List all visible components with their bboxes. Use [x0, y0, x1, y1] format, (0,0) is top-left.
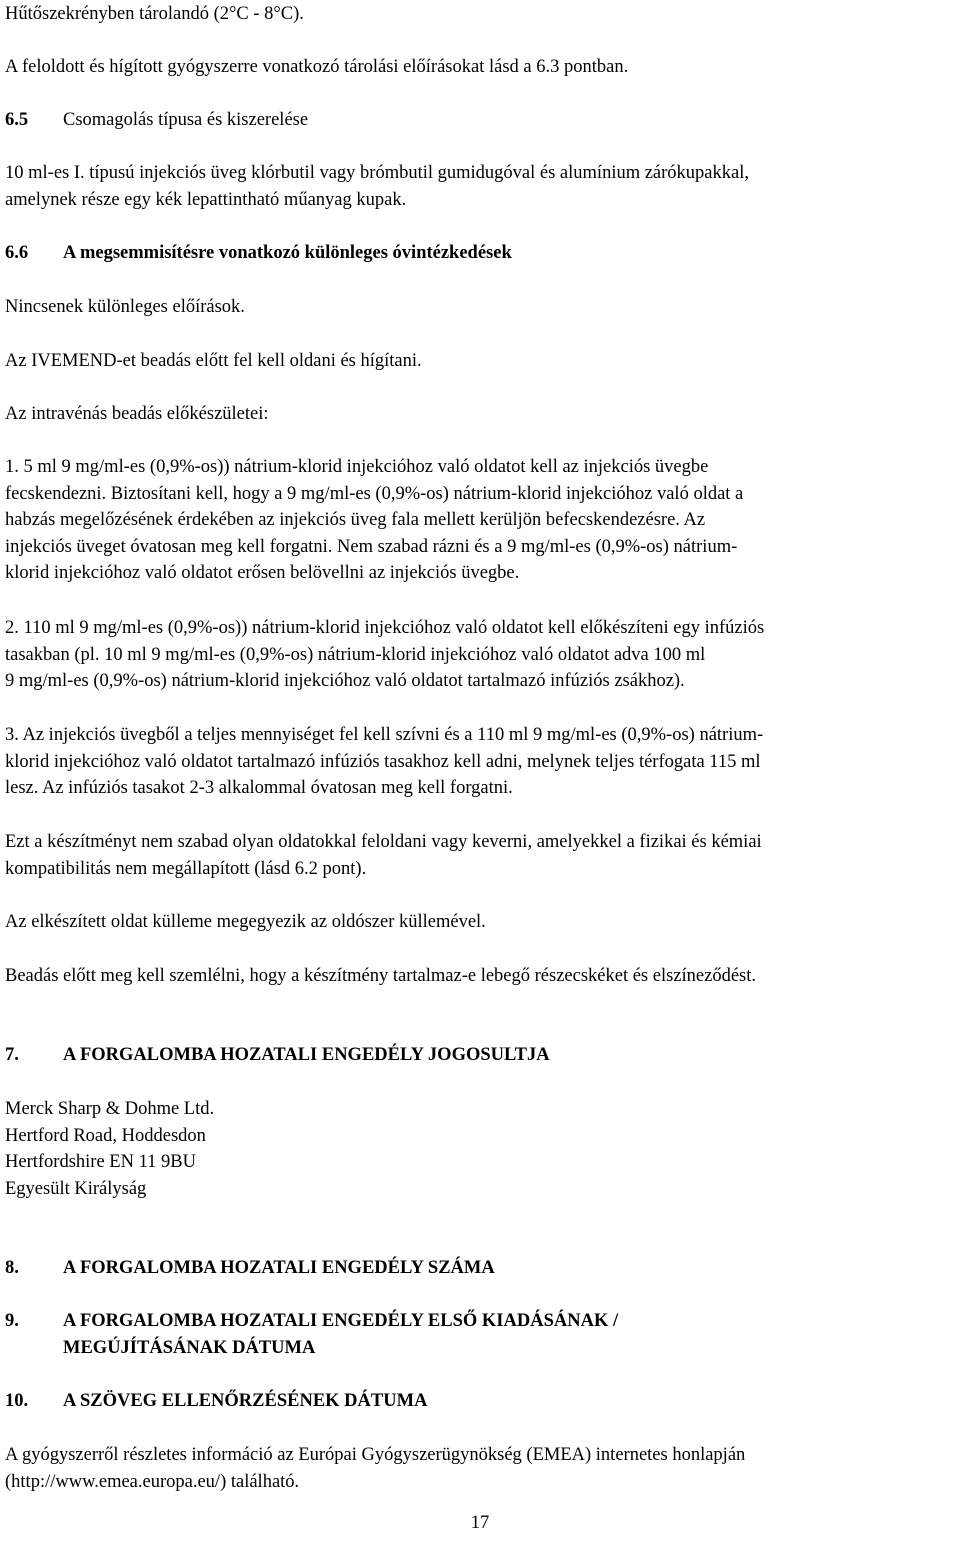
section-8-heading — [5, 1255, 955, 1282]
section-number: 6.6 — [5, 243, 29, 263]
storage-line-2: A feloldott és hígított gyógyszerre vonatkozó tárolási előírásokat lásd a 6.3 pontban. — [5, 57, 629, 77]
text-line: 9 mg/ml-es (0,9%-os) nátrium-klorid injekcióhoz való oldatot tartalmazó infúziós zsákhoz). — [5, 671, 685, 691]
appearance-text: Az elkészített oldat külleme megegyezik az oldószer küllemével. — [5, 912, 486, 932]
section-number: 9. — [5, 1311, 19, 1331]
address-line: Hertfordshire EN 11 9BU — [5, 1152, 196, 1172]
dissolve-text: Az IVEMEND-et beadás előtt fel kell oldani és hígítani. — [5, 351, 422, 371]
section-number: 7. — [5, 1045, 19, 1065]
text-line: Ezt a készítményt nem szabad olyan oldatokkal feloldani vagy keverni, amelyekkel a fizikai és kémiai — [5, 832, 762, 852]
title-line: MEGÚJÍTÁSÁNAK DÁTUMA — [63, 1337, 316, 1358]
section-title: A SZÖVEG ELLENŐRZÉSÉNEK DÁTUMA — [63, 1391, 428, 1411]
title-line: A FORGALOMBA HOZATALI ENGEDÉLY ELSŐ KIADÁSÁNAK / — [63, 1311, 619, 1331]
section-title — [63, 1308, 955, 1361]
step-2 — [5, 615, 764, 695]
section-title: Csomagolás típusa és kiszerelése — [63, 110, 309, 130]
no-special-text: Nincsenek különleges előírások. — [5, 297, 245, 317]
section-10-heading — [5, 1388, 955, 1415]
text-line: 3. Az injekciós üvegből a teljes mennyiséget fel kell szívni és a 110 ml 9 mg/ml-es (0,9%-os) nátrium- — [5, 725, 764, 745]
section-title: A megsemmisítésre vonatkozó különleges óvintézkedések — [63, 243, 512, 263]
text-line: habzás megelőzésének érdekében az injekciós üveg fala mellett kerüljön befecskendezésre. Az — [5, 510, 706, 530]
text-line: 1. 5 ml 9 mg/ml-es (0,9%-os)) nátrium-klorid injekcióhoz való oldatot kell az injekciós üvegbe — [5, 457, 709, 477]
text-line: lesz. Az infúziós tasakot 2-3 alkalommal óvatosan meg kell forgatni. — [5, 778, 513, 798]
step-3 — [5, 722, 763, 802]
section-7-heading — [5, 1042, 955, 1069]
section-number: 10. — [5, 1391, 29, 1411]
section-title: A FORGALOMBA HOZATALI ENGEDÉLY SZÁMA — [63, 1258, 495, 1278]
step-1 — [5, 454, 743, 587]
inspection-text: Beadás előtt meg kell szemlélni, hogy a készítmény tartalmaz-e lebegő részecskéket és elszíneződést. — [5, 966, 757, 986]
address-line: Merck Sharp & Dohme Ltd. — [5, 1099, 215, 1119]
text-line: 10 ml-es I. típusú injekciós üveg klórbutil vagy brómbutil gumidugóval és alumínium zárókupakkal, — [5, 163, 749, 183]
section-6-5-heading — [5, 107, 955, 134]
text-line: (http://www.emea.europa.eu/) található. — [5, 1471, 300, 1492]
text-line: injekciós üveget óvatosan meg kell forgatni. Nem szabad rázni és a 9 mg/ml-es (0,9%-os) nátrium- — [5, 536, 738, 557]
text-line: kompatibilitás nem megállapított (lásd 6.2 pont). — [5, 858, 367, 879]
text-line: tasakban (pl. 10 ml 9 mg/ml-es (0,9%-os) nátrium-klorid injekcióhoz való oldatot adva 100 ml — [5, 644, 706, 665]
text-line: A gyógyszerről részletes információ az Európai Gyógyszerügynökség (EMEA) internetes honlapján — [5, 1445, 746, 1465]
text-line: klorid injekcióhoz való oldatot erősen belövellni az injekciós üvegbe. — [5, 563, 520, 583]
text-line: klorid injekcióhoz való oldatot tartalmazó infúziós tasakhoz kell adni, melynek teljes térfogata 115 ml — [5, 751, 761, 772]
packaging-description — [5, 160, 749, 213]
compatibility-text — [5, 829, 762, 882]
section-6-6-heading — [5, 240, 955, 267]
section-title: A FORGALOMBA HOZATALI ENGEDÉLY JOGOSULTJA — [63, 1045, 550, 1065]
section-number: 6.5 — [5, 110, 29, 130]
text-line: amelynek része egy kék lepattintható műanyag kupak. — [5, 189, 407, 210]
info-footer-text — [5, 1442, 745, 1495]
section-number: 8. — [5, 1258, 19, 1278]
section-9-heading — [5, 1308, 955, 1361]
prep-title: Az intravénás beadás előkészületei: — [5, 404, 269, 424]
page-number: 17 — [470, 1513, 490, 1533]
storage-line-1: Hűtőszekrényben tárolandó (2°C - 8°C). — [5, 4, 304, 24]
text-line: 2. 110 ml 9 mg/ml-es (0,9%-os)) nátrium-klorid injekcióhoz való oldatot kell előkészíteni egy infúziós — [5, 618, 765, 638]
holder-address — [5, 1096, 214, 1202]
text-line: fecskendezni. Biztosítani kell, hogy a 9 mg/ml-es (0,9%-os) nátrium-klorid injekcióhoz való oldat a — [5, 483, 744, 504]
address-line: Hertford Road, Hoddesdon — [5, 1125, 206, 1146]
address-line: Egyesült Királyság — [5, 1178, 147, 1199]
